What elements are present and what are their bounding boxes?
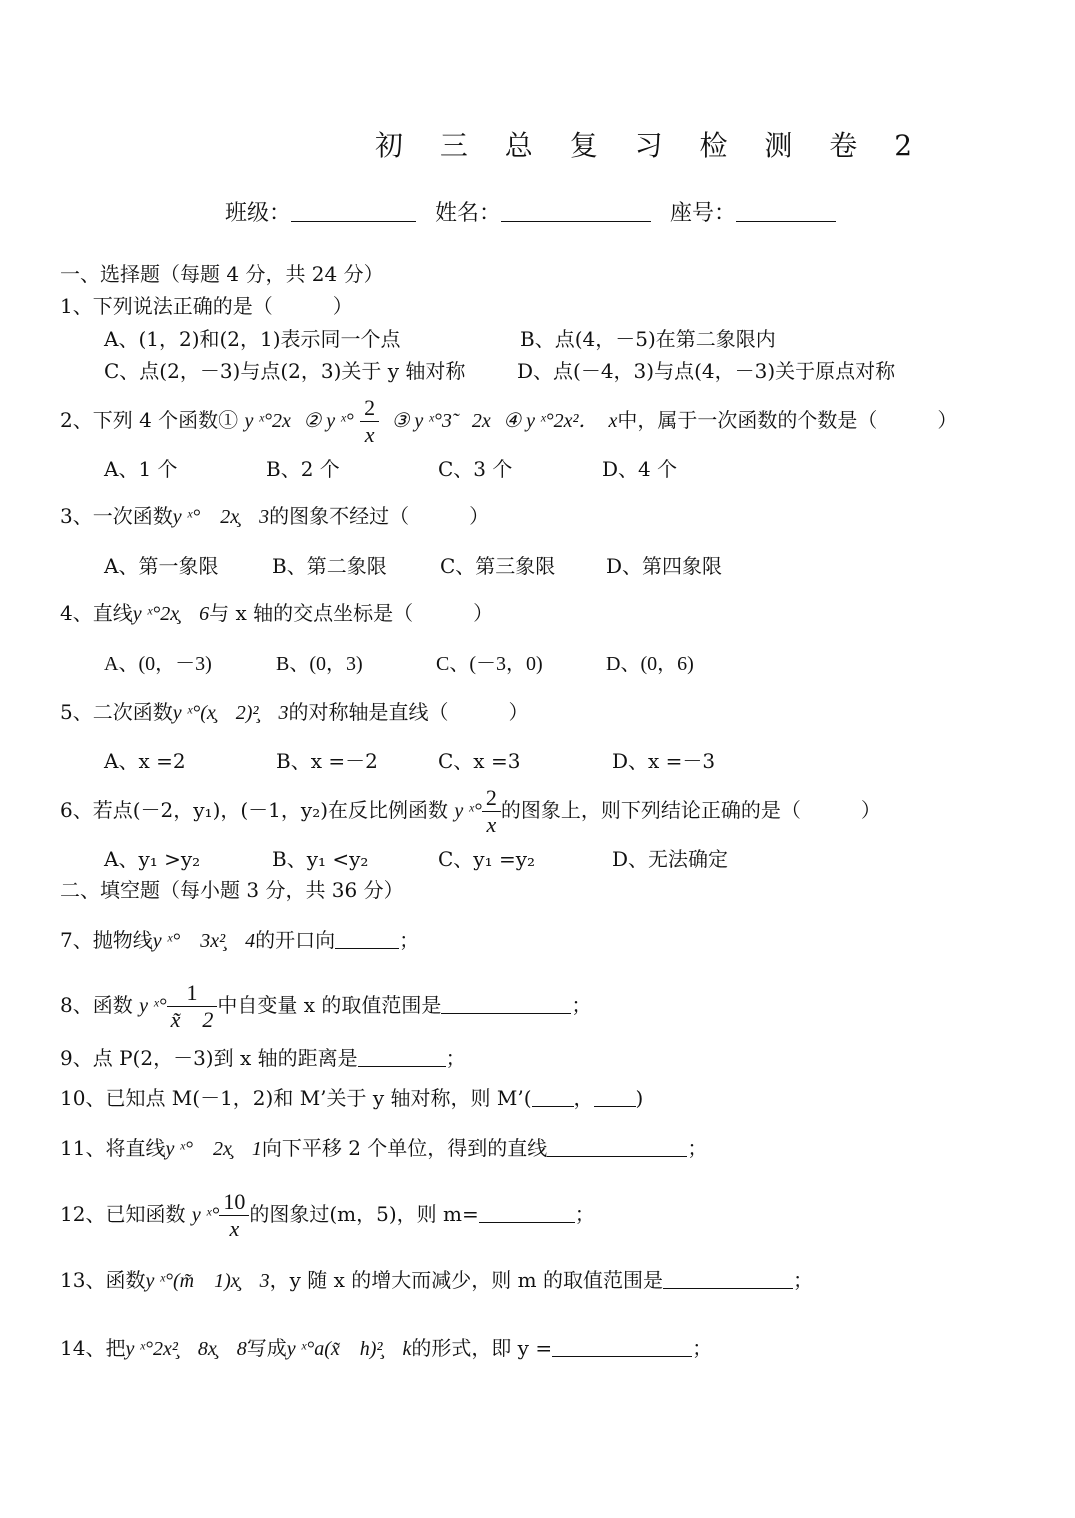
q6-option-a: A、y₁ >y₂ bbox=[104, 847, 201, 871]
q6-fraction bbox=[482, 785, 501, 838]
q10-separator: ， bbox=[573, 1086, 594, 1110]
q4-option-b: B、(0，3) bbox=[276, 653, 363, 675]
q7-expression: y ˣ° 3x²̧ 4 bbox=[152, 930, 256, 952]
seat-label: 座号： bbox=[670, 201, 737, 226]
q10-answer-blank-x[interactable] bbox=[532, 1086, 574, 1107]
q8 bbox=[60, 977, 591, 1034]
q10 bbox=[60, 1086, 643, 1110]
q1-option-a: A、(1，2)和(2，1)表示同一个点 bbox=[104, 327, 401, 351]
q5-option-a: A、x =2 bbox=[104, 749, 186, 773]
q7-prefix: 7、抛物线 bbox=[60, 928, 153, 952]
q2-function-3: ③ y ˣ°3̃ 2x bbox=[391, 410, 491, 432]
q12-end: ； bbox=[574, 1202, 595, 1226]
seat-field[interactable] bbox=[736, 201, 836, 222]
q14-middle: 写成 bbox=[246, 1336, 287, 1360]
q1-option-d: D、点(－4，3)与点(4，－3)关于原点对称 bbox=[517, 359, 896, 383]
q10-prefix: 10、已知点 M(－1，2)和 M’关于 y 轴对称，则 M’( bbox=[60, 1086, 532, 1110]
fraction-numerator: 1 bbox=[186, 980, 198, 1005]
q3-option-d: D、第四象限 bbox=[606, 554, 723, 578]
q4-stem-prefix: 4、直线 bbox=[60, 601, 133, 625]
fraction-denominator: x̃ 2 bbox=[167, 1006, 218, 1033]
q8-fraction bbox=[167, 980, 218, 1033]
q5-option-d: D、x =－3 bbox=[612, 749, 716, 773]
q11-end: ； bbox=[687, 1136, 708, 1160]
q14-answer-blank[interactable] bbox=[552, 1336, 692, 1357]
q13-prefix: 13、函数 bbox=[60, 1268, 146, 1292]
q5-option-b: B、x =－2 bbox=[276, 749, 378, 773]
q4-option-c: C、(－3，0) bbox=[436, 653, 543, 675]
q11-expression: y ˣ° 2x̧ 1 bbox=[165, 1138, 262, 1160]
q2-option-c: C、3 个 bbox=[438, 457, 513, 481]
q5-stem bbox=[60, 700, 528, 725]
fraction-denominator: x bbox=[360, 421, 379, 448]
q3-stem bbox=[60, 504, 489, 529]
q12-prefix: 12、已知函数 bbox=[60, 1202, 186, 1226]
q8-suffix: 中自变量 x 的取值范围是 bbox=[217, 993, 442, 1017]
q11 bbox=[60, 1136, 707, 1161]
q5-stem-suffix: 的对称轴是直线（ ） bbox=[288, 700, 529, 724]
q7 bbox=[60, 928, 419, 953]
q5-expression: y ˣ°(x̧ 2)²̧ 3 bbox=[172, 702, 289, 724]
q11-suffix: 向下平移 2 个单位，得到的直线 bbox=[261, 1136, 548, 1160]
fraction-denominator: x bbox=[482, 811, 501, 838]
q1-stem: 1、下列说法正确的是（ ） bbox=[60, 294, 353, 318]
q2-function-1: y ˣ°2x bbox=[244, 410, 291, 432]
q2-option-d: D、4 个 bbox=[602, 457, 678, 481]
q7-end: ； bbox=[399, 928, 420, 952]
q14-expression-1: y ˣ°2x²̧ 8x̧ 8 bbox=[125, 1338, 247, 1360]
q8-end: ； bbox=[571, 993, 592, 1017]
q1-option-b: B、点(4，－5)在第二象限内 bbox=[520, 327, 776, 351]
q2-stem bbox=[60, 392, 957, 449]
q5-stem-prefix: 5、二次函数 bbox=[60, 700, 173, 724]
q4-option-d: D、(0，6) bbox=[606, 653, 694, 675]
q3-option-c: C、第三象限 bbox=[440, 554, 556, 578]
q6-option-b: B、y₁ <y₂ bbox=[272, 847, 369, 871]
q12-fraction bbox=[219, 1189, 249, 1242]
student-info-line bbox=[225, 196, 836, 227]
section1-heading: 一、选择题（每题 4 分，共 24 分） bbox=[60, 262, 384, 286]
q4-stem-suffix: 与 x 轴的交点坐标是（ ） bbox=[209, 601, 494, 625]
q14-expression-2: y ˣ°a(x̃ h)²̧ k bbox=[286, 1338, 412, 1360]
q14-prefix: 14、把 bbox=[60, 1336, 126, 1360]
q13 bbox=[60, 1268, 813, 1293]
q6-stem-prefix: 6、若点(－2，y₁)，(－1，y₂)在反比例函数 bbox=[60, 798, 449, 822]
q13-answer-blank[interactable] bbox=[663, 1268, 793, 1289]
page-title: 初 三 总 复 习 检 测 卷 2 bbox=[375, 129, 927, 162]
q4-option-a: A、(0，－3) bbox=[104, 653, 212, 675]
q5-option-c: C、x =3 bbox=[438, 749, 521, 773]
q2-function-2-fraction bbox=[360, 395, 379, 448]
q1-option-c: C、点(2，－3)与点(2，3)关于 y 轴对称 bbox=[104, 359, 466, 383]
q12-suffix: 的图象过(m，5)，则 m= bbox=[249, 1202, 479, 1226]
fraction-numerator: 2 bbox=[364, 395, 376, 420]
q8-expression-prefix: y ˣ° bbox=[139, 995, 167, 1017]
q2-option-b: B、2 个 bbox=[266, 457, 340, 481]
q2-function-2-prefix: ② y ˣ° bbox=[303, 410, 354, 432]
q14-end: ； bbox=[692, 1336, 713, 1360]
q6-option-d: D、无法确定 bbox=[612, 847, 729, 871]
q2-suffix: 中，属于一次函数的个数是（ ） bbox=[617, 408, 958, 432]
q13-suffix: ，y 随 x 的增大而减少，则 m 的取值范围是 bbox=[269, 1268, 663, 1292]
q7-suffix: 的开口向 bbox=[255, 928, 336, 952]
q4-stem bbox=[60, 601, 493, 626]
q12-expression-prefix: y ˣ° bbox=[191, 1204, 220, 1226]
q3-stem-prefix: 3、一次函数 bbox=[60, 504, 173, 528]
q12 bbox=[60, 1186, 595, 1243]
q3-option-b: B、第二象限 bbox=[272, 554, 387, 578]
q9-end: ； bbox=[445, 1046, 466, 1070]
q11-prefix: 11、将直线 bbox=[60, 1136, 166, 1160]
fraction-denominator: x bbox=[219, 1215, 249, 1242]
q11-answer-blank[interactable] bbox=[547, 1136, 687, 1157]
q9-answer-blank[interactable] bbox=[358, 1046, 446, 1067]
name-field[interactable] bbox=[501, 201, 651, 222]
fraction-numerator: 10 bbox=[223, 1189, 246, 1214]
class-field[interactable] bbox=[291, 201, 416, 222]
q14-suffix: 的形式，即 y = bbox=[411, 1336, 553, 1360]
q7-answer-blank[interactable] bbox=[335, 928, 399, 949]
q6-stem-suffix: 的图象上，则下列结论正确的是（ ） bbox=[500, 798, 881, 822]
q13-end: ； bbox=[792, 1268, 813, 1292]
q12-answer-blank[interactable] bbox=[479, 1202, 575, 1223]
q3-expression: y ˣ° 2x̧ 3 bbox=[172, 506, 270, 528]
class-label: 班级： bbox=[225, 201, 292, 226]
q6-option-c: C、y₁ =y₂ bbox=[438, 847, 536, 871]
q3-stem-suffix: 的图象不经过（ ） bbox=[269, 504, 490, 528]
q13-expression: y ˣ°(m̃ 1)x̧ 3 bbox=[145, 1270, 270, 1292]
q9 bbox=[60, 1046, 466, 1070]
q8-prefix: 8、函数 bbox=[60, 993, 133, 1017]
q2-prefix: 2、下列 4 个函数① bbox=[60, 408, 239, 432]
q6-expression-prefix: y ˣ° bbox=[454, 800, 482, 822]
q10-end: ) bbox=[635, 1086, 644, 1110]
q6-stem bbox=[60, 782, 881, 839]
q9-text: 9、点 P(2，－3)到 x 轴的距离是 bbox=[60, 1046, 358, 1070]
q3-option-a: A、第一象限 bbox=[104, 554, 219, 578]
q10-answer-blank-y[interactable] bbox=[594, 1086, 636, 1107]
name-label: 姓名： bbox=[435, 201, 502, 226]
q2-function-4: ④ y ˣ°2x²． x bbox=[503, 410, 618, 432]
section2-heading: 二、填空题（每小题 3 分，共 36 分） bbox=[60, 878, 404, 902]
q2-option-a: A、1 个 bbox=[104, 457, 178, 481]
q4-expression: y ˣ°2x̧ 6 bbox=[132, 603, 210, 625]
q8-answer-blank[interactable] bbox=[441, 993, 571, 1014]
fraction-numerator: 2 bbox=[485, 785, 497, 810]
q14 bbox=[60, 1336, 712, 1361]
